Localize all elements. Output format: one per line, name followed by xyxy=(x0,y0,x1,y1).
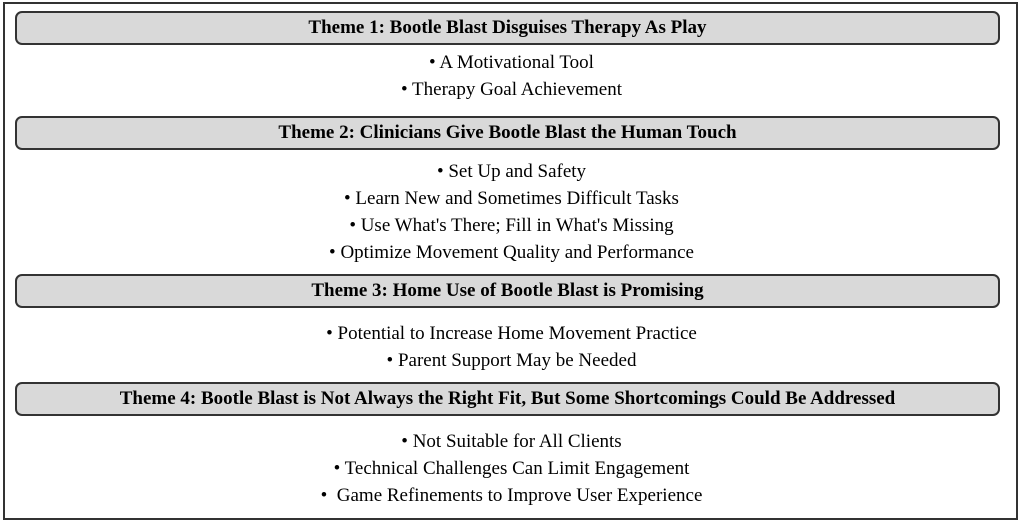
theme-2-item-4: • Optimize Movement Quality and Performance xyxy=(329,242,694,263)
theme-4-item-2: • Technical Challenges Can Limit Engagement xyxy=(333,458,690,479)
theme-4-item-3: • Game Refinements to Improve User Experience xyxy=(320,485,703,506)
theme-4-header: Theme 4: Bootle Blast is Not Always the Right Fit, But Some Shortcomings Could Be Addressed xyxy=(15,382,1000,416)
theme-1-item-1: • A Motivational Tool xyxy=(429,52,594,73)
theme-3-header: Theme 3: Home Use of Bootle Blast is Promising xyxy=(15,274,1000,308)
theme-3-item-2: • Parent Support May be Needed xyxy=(386,350,637,371)
theme-1-header: Theme 1: Bootle Blast Disguises Therapy As Play xyxy=(15,11,1000,45)
theme-2-item-3: • Use What's There; Fill in What's Missing xyxy=(349,215,674,236)
theme-4-item-1: • Not Suitable for All Clients xyxy=(401,431,622,452)
theme-2-header: Theme 2: Clinicians Give Bootle Blast the Human Touch xyxy=(15,116,1000,150)
theme-1-item-2: • Therapy Goal Achievement xyxy=(400,79,623,100)
theme-2-item-1: • Set Up and Safety xyxy=(436,161,587,182)
theme-2-item-2: • Learn New and Sometimes Difficult Tasks xyxy=(344,188,679,209)
theme-3-item-1: • Potential to Increase Home Movement Practice xyxy=(326,323,697,344)
